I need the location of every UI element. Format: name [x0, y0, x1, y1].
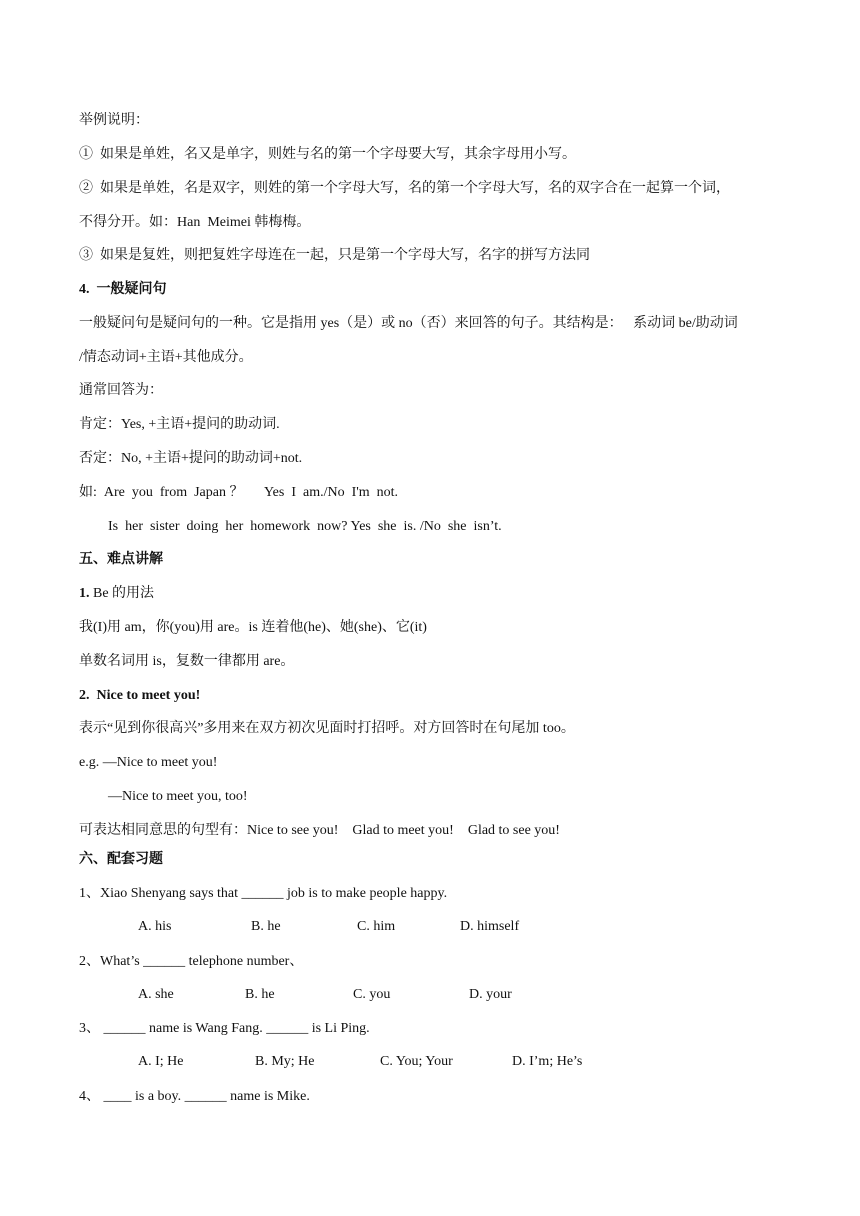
- rule-3: ③ 如果是复姓，则把复姓字母连在一起，只是第一个字母大写，名字的拼写方法同: [79, 248, 590, 263]
- q3-option-a: A. I; He: [138, 1054, 184, 1069]
- section-5-heading: 五、难点讲解: [79, 552, 163, 567]
- section-6-heading: 六、配套习题: [79, 852, 163, 867]
- question-4: 4、 ____ is a boy. ______ name is Mike.: [79, 1089, 310, 1104]
- q1-option-a: A. his: [138, 919, 172, 934]
- example-line-1: e.g. —Nice to meet you!: [79, 755, 218, 770]
- rule-2-cont: 不得分开。如：Han Meimei 韩梅梅。: [79, 215, 311, 230]
- question-1: 1、Xiao Shenyang says that ______ job is to make people happy.: [79, 886, 448, 901]
- section-4-heading: 4. 一般疑问句: [79, 282, 167, 297]
- rule-1: ① 如果是单姓，名又是单字，则姓与名的第一个字母要大写，其余字母用小写。: [79, 147, 576, 162]
- be-rule-1: 我(I)用 am，你(you)用 are。is 连着他(he)、她(she)、它(it): [79, 620, 427, 635]
- q3-option-b: B. My; He: [255, 1054, 315, 1069]
- same-meaning-line: 可表达相同意思的句型有：Nice to see you! Glad to meet you! Glad to see you!: [79, 823, 560, 838]
- q1-option-d: D. himself: [460, 919, 520, 934]
- nice-heading: 2. Nice to meet you!: [79, 688, 201, 703]
- example-1: 如: Are you from Japan ？ Yes I am./No I'm not.: [79, 485, 399, 500]
- answer-intro: 通常回答为：: [79, 383, 163, 398]
- q2-option-c: C. you: [353, 987, 391, 1002]
- example-2: Is her sister doing her homework now? Yes she is. /No she isn’t.: [108, 519, 502, 534]
- nice-explanation: 表示“见到你很高兴”多用来在双方初次见面时打招呼。对方回答时在句尾加 too。: [79, 721, 575, 736]
- q1-option-c: C. him: [357, 919, 396, 934]
- rule-2: ② 如果是单姓，名是双字，则姓的第一个字母大写，名的第一个字母大写，名的双字合在一起算一个词，: [79, 181, 730, 196]
- q3-option-d: D. I’m; He’s: [512, 1054, 583, 1069]
- be-usage-number: 1.: [79, 586, 90, 601]
- q2-option-d: D. your: [469, 987, 512, 1002]
- q2-option-a: A. she: [138, 987, 174, 1002]
- q2-option-b: B. he: [245, 987, 275, 1002]
- q3-option-c: C. You; Your: [380, 1054, 453, 1069]
- q1-option-b: B. he: [251, 919, 281, 934]
- example-line-2: —Nice to meet you, too!: [108, 789, 248, 804]
- be-usage-title: Be 的用法: [89, 586, 155, 601]
- question-2: 2、What’s ______ telephone number、: [79, 954, 304, 969]
- question-3: 3、 ______ name is Wang Fang. ______ is Li Ping.: [79, 1021, 370, 1036]
- section-4-definition-cont: /情态动词+主语+其他成分。: [79, 350, 253, 365]
- section-4-definition: 一般疑问句是疑问句的一种。它是指用 yes（是）或 no（否）来回答的句子。其结构是： 系动词 be/助动词: [79, 316, 738, 331]
- negative-answer: 否定：No, +主语+提问的助动词+not.: [79, 451, 303, 466]
- positive-answer: 肯定：Yes, +主语+提问的助动词.: [79, 417, 280, 432]
- intro-line: 举例说明：: [79, 113, 149, 128]
- be-usage-heading: [79, 585, 154, 603]
- be-rule-2: 单数名词用 is，复数一律都用 are。: [79, 654, 295, 669]
